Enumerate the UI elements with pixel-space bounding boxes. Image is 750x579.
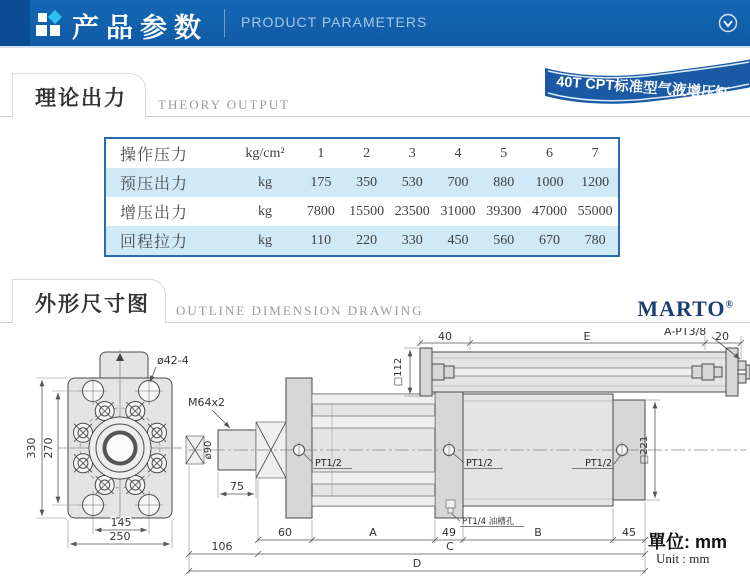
header-bar (0, 0, 750, 48)
cell: 700 (447, 174, 469, 190)
logo-square (36, 25, 47, 36)
cell: 3 (408, 145, 416, 161)
cell: 350 (356, 174, 378, 190)
cell: 670 (538, 232, 560, 248)
cell: 560 (493, 232, 515, 248)
cell: 780 (584, 232, 606, 248)
registered-mark: ® (725, 299, 734, 311)
cell: 1000 (535, 174, 564, 190)
cell: 23500 (394, 203, 430, 219)
cell: 530 (401, 174, 423, 190)
port-front-label: PT1/2 (315, 458, 342, 469)
dim-C-label: C (446, 540, 454, 553)
tie-rod (444, 368, 696, 376)
bolt-hole (95, 476, 114, 495)
top-port-fitting (738, 374, 746, 383)
logo-square (50, 25, 60, 36)
cell: 110 (310, 232, 332, 248)
dim-145-label: 145 (110, 516, 132, 529)
cell: 55000 (577, 203, 613, 219)
chevron-down-icon[interactable] (718, 13, 738, 33)
section-outline-subtitle: OUTLINE DIMENSION DRAWING (176, 303, 424, 318)
unit-note-en: Unit : mm (656, 551, 710, 566)
row-unit: kg (258, 174, 272, 190)
dim-250-label: 250 (109, 530, 131, 543)
cell: 4 (454, 145, 462, 161)
port-rear-label: PT1/2 (585, 458, 612, 469)
cell: 450 (447, 232, 469, 248)
cell: 15500 (349, 203, 385, 219)
dim-A-label: A (369, 526, 377, 539)
dim-106-label: 106 (211, 540, 233, 553)
cell: 2 (363, 145, 371, 161)
row-unit: kg (258, 232, 272, 248)
cell: 7800 (306, 203, 335, 219)
oil-hole-label: PT1/4 油槽孔 (462, 517, 515, 527)
dim-B-label: B (534, 526, 542, 539)
row-label: 预压出力 (120, 176, 189, 193)
flange-front-view (25, 350, 189, 548)
cell: 175 (310, 174, 332, 190)
cell: 6 (545, 145, 553, 161)
dim-sq221-label: □221 (639, 435, 650, 465)
dim-45-label: 45 (622, 526, 636, 539)
outline-dimension-drawing (0, 328, 750, 579)
logo-square (38, 13, 47, 22)
dim-sq112-label: □112 (393, 357, 404, 387)
cell: 330 (401, 232, 423, 248)
table-row (106, 197, 618, 226)
tie-rod-nut (702, 364, 714, 380)
section-outline-box (12, 279, 166, 323)
logo-diamond (48, 10, 62, 24)
dim-330-label: 330 (25, 437, 38, 459)
cell: 5 (500, 145, 508, 161)
section-theory-box (12, 73, 146, 117)
top-port-fitting (746, 365, 750, 379)
header-divider (224, 9, 225, 37)
model-badge-text: 40T CPT标准型气液增压缸 (555, 74, 731, 103)
table-row (106, 168, 618, 197)
cell: 47000 (531, 203, 567, 219)
cell: 31000 (440, 203, 476, 219)
thread-label: M64x2 (188, 396, 225, 409)
top-port-label: A-PT3/8 (664, 328, 707, 338)
brand-name: MARTO (637, 296, 726, 321)
cell: 1 (317, 145, 325, 161)
dim-60-label: 60 (278, 526, 292, 539)
row-label: 回程拉力 (120, 234, 189, 251)
tie-rod-nut (444, 366, 454, 378)
model-badge-ribbon (545, 54, 750, 112)
table-row (106, 226, 618, 255)
cell: 220 (356, 232, 378, 248)
bolt-hole (74, 423, 93, 442)
row-unit: kg (258, 203, 272, 219)
bolt-hole (148, 423, 167, 442)
unit-note-zh: 單位: mm (648, 532, 728, 552)
bolt-hole (95, 402, 114, 421)
port-mid-label: PT1/2 (466, 458, 493, 469)
dim-75-label: 75 (230, 480, 244, 493)
bolt-hole (74, 454, 93, 473)
section-outline-title: 外形尺寸图 (35, 292, 150, 316)
dim-E-label: E (583, 330, 591, 343)
tie-rod-nut (714, 367, 722, 377)
dim-49-label: 49 (442, 526, 456, 539)
header-accent-block (0, 0, 30, 46)
dim-40-label: 40 (438, 330, 452, 343)
center-bore (89, 417, 151, 479)
bolt-hole (126, 402, 145, 421)
logo-grid-icon (36, 10, 62, 36)
bolt-hole (126, 476, 145, 495)
bolt-hole (148, 454, 167, 473)
tie-rod-nut (432, 364, 444, 380)
section-theory-subtitle: THEORY OUTPUT (158, 97, 291, 112)
dim-D-label: D (412, 557, 422, 570)
dim-20-label: 20 (715, 330, 729, 343)
page-title: 产品参数 (72, 13, 208, 43)
table-row (106, 139, 618, 168)
cell: 880 (493, 174, 515, 190)
tie-rod-nut (692, 366, 702, 378)
row-label: 操作压力 (120, 147, 189, 164)
rod-diameter-label: ø90 (203, 440, 214, 460)
cell: 39300 (486, 203, 522, 219)
brand-logo (637, 296, 734, 322)
cell: 7 (591, 145, 599, 161)
dim-270-label: 270 (42, 437, 55, 459)
oil-tank (420, 348, 750, 396)
row-unit: kg/cm² (245, 145, 285, 161)
theory-output-table (104, 137, 620, 257)
top-port-fitting (738, 361, 746, 370)
row-label: 增压出力 (120, 205, 189, 222)
cell: 1200 (581, 174, 610, 190)
section-theory-title: 理论出力 (35, 86, 127, 110)
page-subtitle: PRODUCT PARAMETERS (241, 14, 428, 30)
hole-callout-label: ø42-4 (157, 354, 189, 367)
